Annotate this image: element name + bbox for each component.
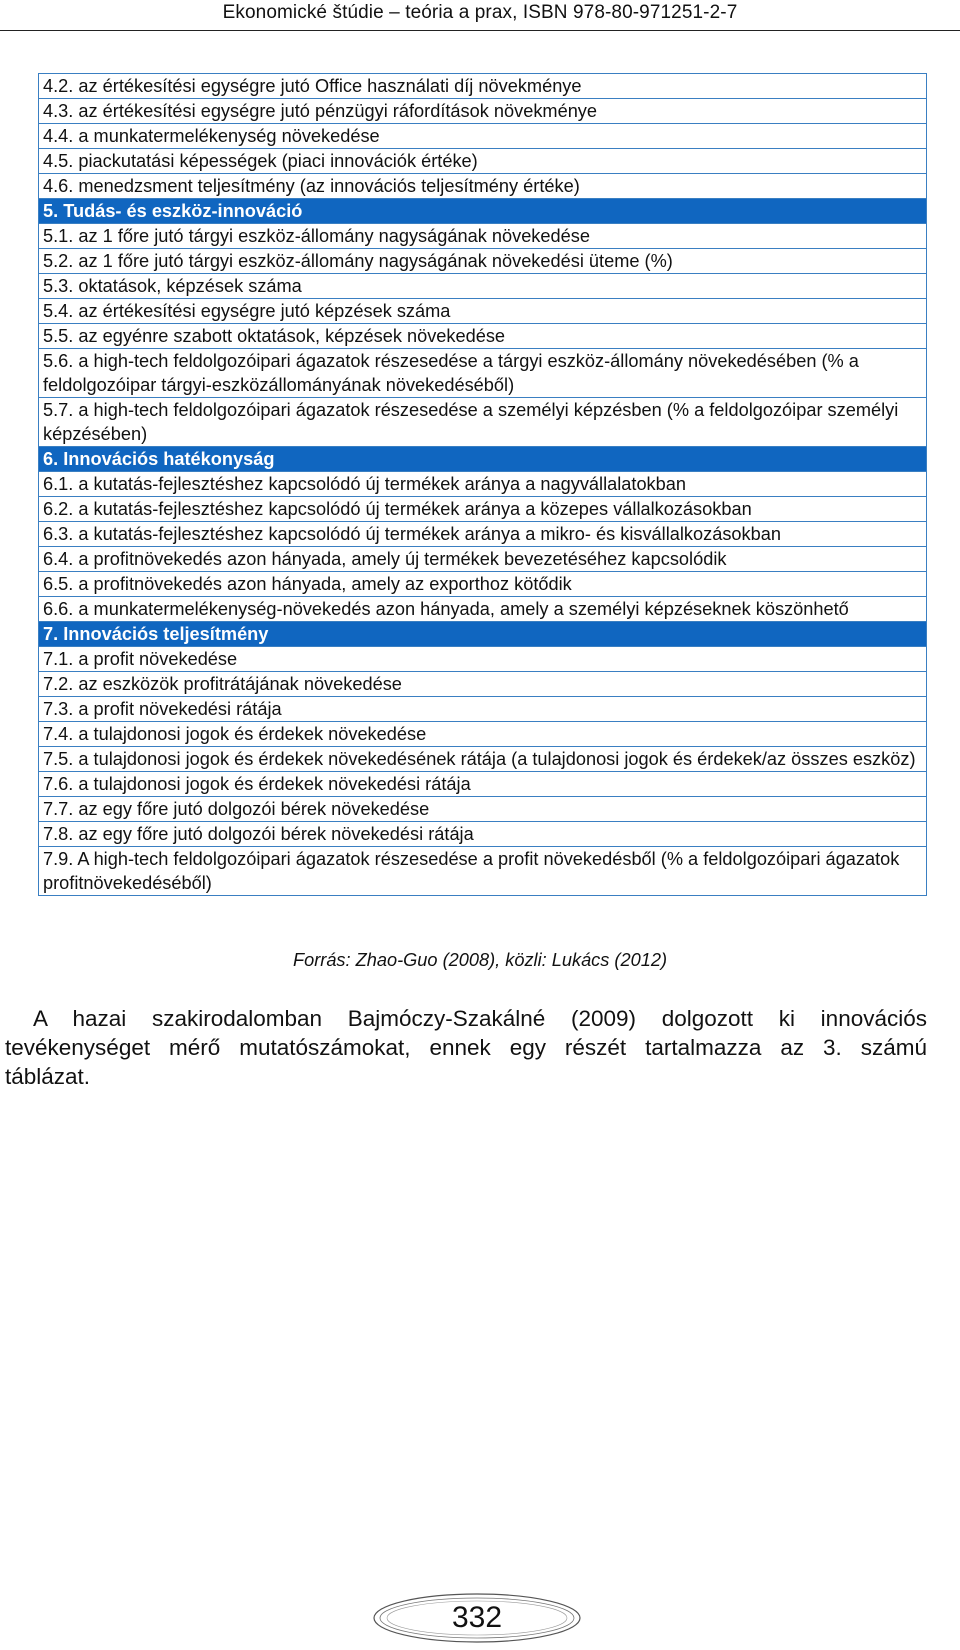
table-row: [39, 99, 927, 124]
table-row: [39, 149, 927, 174]
table-row: [39, 822, 927, 847]
table-row: [39, 472, 927, 497]
table-row: [39, 722, 927, 747]
indicator-item: 4.3. az értékesítési egységre jutó pénzügyi ráfordítások növekménye: [39, 99, 927, 124]
table-row: [39, 697, 927, 722]
table-row: [39, 274, 927, 299]
table-row: [39, 572, 927, 597]
indicator-item: 7.7. az egy főre jutó dolgozói bérek növekedése: [39, 797, 927, 822]
indicator-table: [38, 73, 927, 896]
indicator-item: 4.6. menedzsment teljesítmény (az innovációs teljesítmény értéke): [39, 174, 927, 199]
page-number-badge: [372, 1590, 582, 1644]
table-row: [39, 647, 927, 672]
indicator-item: 5.6. a high-tech feldolgozóipari ágazatok részesedése a tárgyi eszköz-állomány növekedésében (% a feldolgozóipar tárgyi-eszközállományának növekedéséből): [39, 349, 927, 398]
page-number: 332: [451, 1601, 503, 1634]
indicator-item: 4.4. a munkatermelékenység növekedése: [39, 124, 927, 149]
indicator-item: 7.8. az egy főre jutó dolgozói bérek növekedési rátája: [39, 822, 927, 847]
indicator-item: 7.2. az eszközök profitrátájának növekedése: [39, 672, 927, 697]
indicator-item: 5.4. az értékesítési egységre jutó képzések száma: [39, 299, 927, 324]
table-row: [39, 124, 927, 149]
paragraph-line-1: A hazai szakirodalomban Bajmóczy-Szakálné (2009) dolgozott ki innovációs tevékenységet mérő mutatószámokat, ennek egy részét tartalmazza az 3. számú: [5, 1006, 927, 1060]
table-row: [39, 772, 927, 797]
paragraph-line-2: táblázat.: [5, 1064, 91, 1089]
section-heading: 5. Tudás- és eszköz-innováció: [39, 199, 927, 224]
table-row: [39, 672, 927, 697]
indicator-item: 7.3. a profit növekedési rátája: [39, 697, 927, 722]
indicator-item: 5.2. az 1 főre jutó tárgyi eszköz-állomány nagyságának növekedési üteme (%): [39, 249, 927, 274]
table-row: [39, 847, 927, 896]
indicator-item: 7.9. A high-tech feldolgozóipari ágazatok részesedése a profit növekedésből (% a feldolgozóipari ágazatok profitnövekedéséből): [39, 847, 927, 896]
indicator-item: 5.7. a high-tech feldolgozóipari ágazatok részesedése a személyi képzésben (% a feldolgozóipar személyi képzésében): [39, 398, 927, 447]
indicator-item: 7.4. a tulajdonosi jogok és érdekek növekedése: [39, 722, 927, 747]
table-row: [39, 547, 927, 572]
indicator-item: 4.2. az értékesítési egységre jutó Office használati díj növekménye: [39, 74, 927, 99]
indicator-item: 6.2. a kutatás-fejlesztéshez kapcsolódó új termékek aránya a közepes vállalkozásokban: [39, 497, 927, 522]
indicator-item: 7.5. a tulajdonosi jogok és érdekek növekedésének rátája (a tulajdonosi jogok és érdekek/az összes eszköz): [39, 747, 927, 772]
indicator-item: 4.5. piackutatási képességek (piaci innovációk értéke): [39, 149, 927, 174]
table-section-row: [39, 447, 927, 472]
indicator-item: 6.5. a profitnövekedés azon hányada, amely az exporthoz kötődik: [39, 572, 927, 597]
body-paragraph: [5, 1004, 927, 1091]
indicator-item: 6.6. a munkatermelékenység-növekedés azon hányada, amely a személyi képzéseknek köszönhető: [39, 597, 927, 622]
indicator-item: 5.1. az 1 főre jutó tárgyi eszköz-állomány nagyságának növekedése: [39, 224, 927, 249]
table-row: [39, 174, 927, 199]
table-row: [39, 349, 927, 398]
table-section-row: [39, 622, 927, 647]
section-heading: 6. Innovációs hatékonyság: [39, 447, 927, 472]
indicator-item: 6.4. a profitnövekedés azon hányada, amely új termékek bevezetéséhez kapcsolódik: [39, 547, 927, 572]
indicator-item: 6.3. a kutatás-fejlesztéshez kapcsolódó új termékek aránya a mikro- és kisvállalkozásokban: [39, 522, 927, 547]
table-row: [39, 324, 927, 349]
table-row: [39, 249, 927, 274]
header-rule: [0, 30, 960, 31]
table-row: [39, 74, 927, 99]
table-row: [39, 797, 927, 822]
table-row: [39, 597, 927, 622]
table-section-row: [39, 199, 927, 224]
indicator-item: 5.3. oktatások, képzések száma: [39, 274, 927, 299]
running-header: Ekonomické štúdie – teória a prax, ISBN 978-80-971251-2-7: [222, 2, 738, 23]
indicator-table-body: [39, 74, 927, 896]
indicator-item: 7.1. a profit növekedése: [39, 647, 927, 672]
table-row: [39, 224, 927, 249]
indicator-item: 5.5. az egyénre szabott oktatások, képzések növekedése: [39, 324, 927, 349]
table-row: [39, 497, 927, 522]
table-row: [39, 299, 927, 324]
section-heading: 7. Innovációs teljesítmény: [39, 622, 927, 647]
table-row: [39, 398, 927, 447]
table-row: [39, 522, 927, 547]
table-source-note: Forrás: Zhao-Guo (2008), közli: Lukács (2012): [292, 950, 668, 970]
indicator-item: 6.1. a kutatás-fejlesztéshez kapcsolódó új termékek aránya a nagyvállalatokban: [39, 472, 927, 497]
indicator-item: 7.6. a tulajdonosi jogok és érdekek növekedési rátája: [39, 772, 927, 797]
table-row: [39, 747, 927, 772]
